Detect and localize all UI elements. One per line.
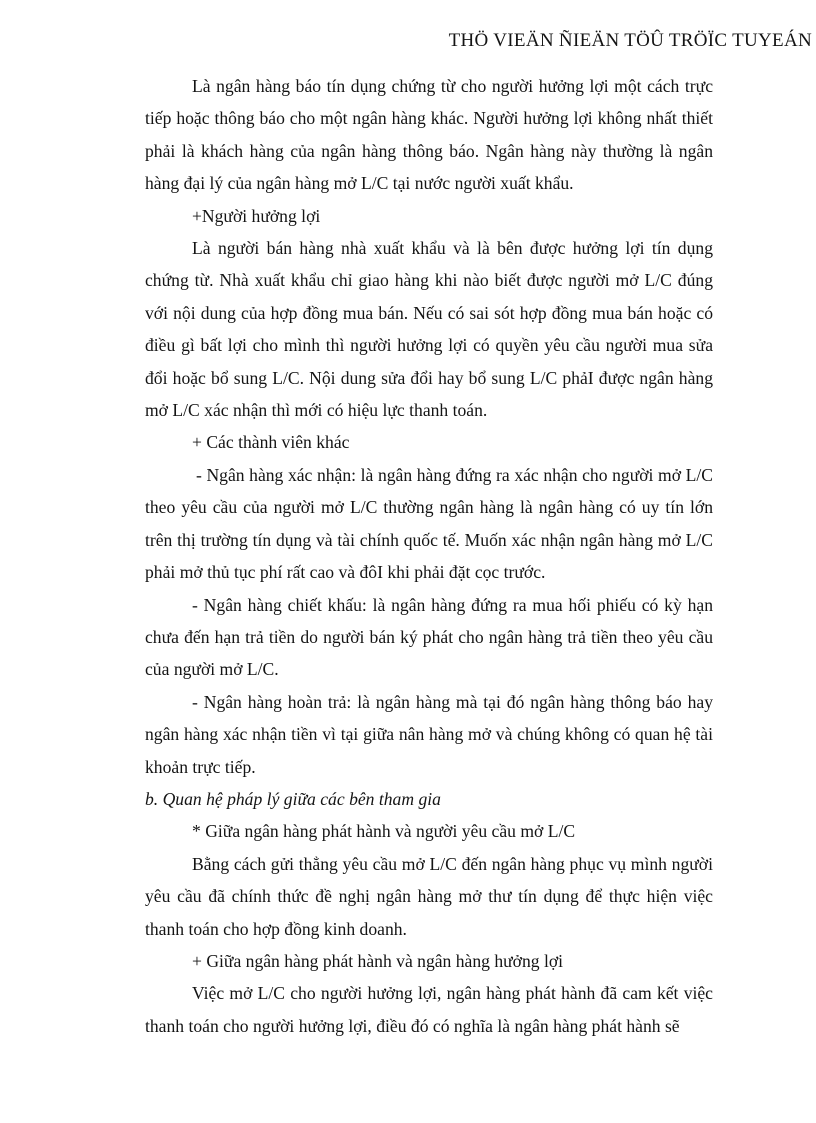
paragraph-issuing-bank-applicant: Bằng cách gửi thẳng yêu cầu mở L/C đến ngân hàng phục vụ mình người yêu cầu đã chính thức đề nghị ngân hàng mở thư tín dụng để thực hiện việc thanh toán cho hợp đồng kinh doanh. (145, 853, 713, 939)
subheading-issuing-bank-applicant: * Giữa ngân hàng phát hành và người yêu cầu mở L/C (192, 821, 576, 842)
paragraph-negotiating-bank: - Ngân hàng chiết khấu: là ngân hàng đứng ra mua hối phiếu có kỳ hạn chưa đến hạn trả tiền do người bán ký phát cho ngân hàng trả tiền theo yêu cầu của người mở L/C. (145, 594, 713, 680)
paragraph-advising-bank: Là ngân hàng báo tín dụng chứng từ cho người hưởng lợi một cách trực tiếp hoặc thông báo cho một ngân hàng khác. Người hưởng lợi không nhất thiết phải là khách hàng của ngân hàng thông báo. Ngân hàng này thường là ngân hàng đại lý của ngân hàng mở L/C tại nước người xuất khẩu. (145, 76, 713, 194)
subheading-issuing-bank-beneficiary-bank: + Giữa ngân hàng phát hành và ngân hàng hưởng lợi (192, 950, 564, 971)
paragraph-issuing-bank-beneficiary: Việc mở L/C cho người hưởng lợi, ngân hàng phát hành đã cam kết việc thanh toán cho người hưởng lợi, điều đó có nghĩa là ngân hàng phát hành sẽ (145, 983, 713, 1036)
subheading-beneficiary: +Người hưởng lợi (192, 205, 321, 226)
subheading-other-members: + Các thành viên khác (192, 432, 350, 453)
document-body (145, 70, 713, 1042)
paragraph-confirming-bank: - Ngân hàng xác nhận: là ngân hàng đứng ra xác nhận cho người mở L/C theo yêu cầu của người mở L/C thường ngân hàng là ngân hàng có uy tín lớn trên thị trường tín dụng và tài chính quốc tế. Muốn xác nhận ngân hàng mở L/C phải mở thủ tục phí rất cao và đôI khi phải đặt cọc trước. (145, 464, 713, 583)
paragraph-beneficiary: Là người bán hàng nhà xuất khẩu và là bên được hưởng lợi tín dụng chứng từ. Nhà xuất khẩu chỉ giao hàng khi nào biết được người mở L/C đúng với nội dung của hợp đồng mua bán. Nếu có sai sót hợp đồng mua bán hoặc có điều gì bất lợi cho mình thì người hưởng lợi có quyền yêu cầu người mua sửa đổi hoặc bổ sung L/C. Nội dung sửa đổi hay bổ sung L/C phảI được ngân hàng mở L/C xác nhận thì mới có hiệu lực thanh toán. (145, 238, 713, 421)
section-heading-legal-relations: b. Quan hệ pháp lý giữa các bên tham gia (145, 788, 441, 809)
page-header-title: THÖ VIEÄN ÑIEÄN TÖÛ TRÖÏC TUYEÁN (448, 30, 812, 51)
paragraph-reimbursing-bank: - Ngân hàng hoàn trả: là ngân hàng mà tại đó ngân hàng thông báo hay ngân hàng xác nhận tiền vì tại giữa nân hàng mở và chúng không có quan hệ tài khoản trực tiếp. (145, 691, 713, 777)
